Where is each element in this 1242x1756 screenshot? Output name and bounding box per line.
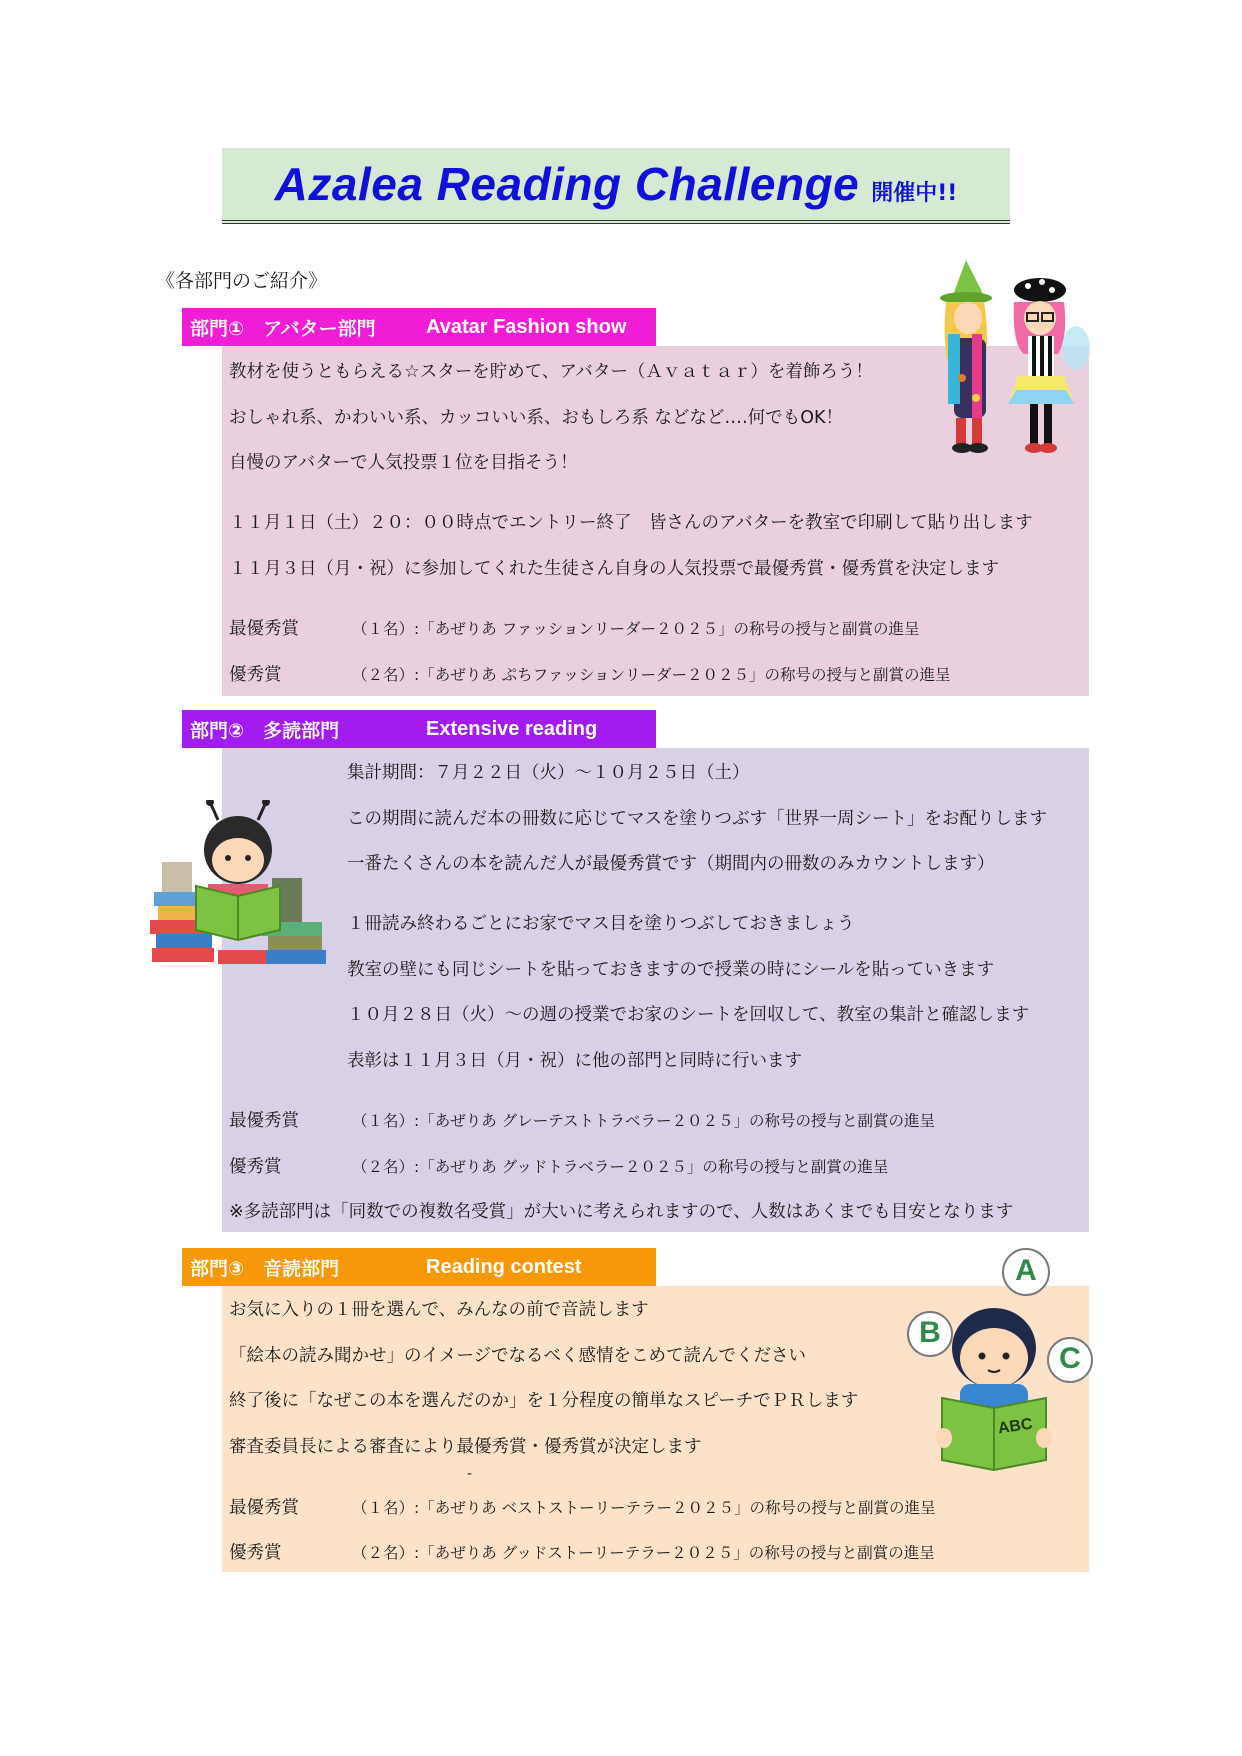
section-2-line: １冊読み終わるごとにお家でマス目を塗りつぶしておきましょう	[347, 914, 855, 934]
award-name: 最優秀賞	[229, 1111, 299, 1131]
award-name: 優秀賞	[229, 665, 282, 685]
award-desc: （１名）:「あぜりあ グレーテストトラベラー２０２５」の称号の授与と副賞の進呈	[352, 1112, 936, 1130]
award-desc: （２名）:「あぜりあ ぷちファッションリーダー２０２５」の称号の授与と副賞の進呈	[352, 666, 951, 684]
section-3-line: お気に入りの１冊を選んで、みんなの前で音読します	[229, 1300, 649, 1320]
section-2-title-jp: 部門② 多読部門	[190, 719, 340, 742]
bubble-b: B	[919, 1316, 941, 1349]
section-3-dash: -	[467, 1466, 473, 1482]
award-desc: （１名）:「あぜりあ ベストストーリーテラー２０２５」の称号の授与と副賞の進呈	[352, 1499, 936, 1517]
section-2-title-en: Extensive reading	[426, 717, 598, 740]
title-banner	[222, 148, 1010, 224]
award-name: 最優秀賞	[229, 1498, 299, 1518]
section-1-line: おしゃれ系、かわいい系、カッコいい系、おもしろ系 などなど‥‥何でもOK！	[229, 408, 843, 428]
reading-kid-illustration	[148, 800, 328, 980]
award-name: 優秀賞	[229, 1157, 282, 1177]
section-2-line: 表彰は１１月３日（月・祝）に他の部門と同時に行います	[347, 1051, 802, 1071]
section-2-line: １０月２８日（火）～の週の授業でお家のシートを回収して、教室の集計と確認します	[347, 1005, 1030, 1025]
section-2-line: 一番たくさんの本を読んだ人が最優秀賞です（期間内の冊数のみカウントします）	[347, 854, 995, 874]
award-desc: （１名）:「あぜりあ ファッションリーダー２０２５」の称号の授与と副賞の進呈	[352, 620, 920, 638]
section-1-line: １１月１日（土）２０：００時点でエントリー終了 皆さんのアバターを教室で印刷して貼り出します	[229, 513, 1033, 533]
section-3-line: 審査委員長による審査により最優秀賞・優秀賞が決定します	[229, 1437, 702, 1457]
section-1-title-en: Avatar Fashion show	[426, 315, 627, 338]
section-1-header	[182, 308, 656, 346]
reading-boy-illustration	[902, 1248, 1102, 1472]
section-3-title-en: Reading contest	[426, 1255, 582, 1278]
section-3-title-jp: 部門③ 音読部門	[190, 1257, 340, 1280]
award-desc: （２名）:「あぜりあ グッドストーリーテラー２０２５」の称号の授与と副賞の進呈	[352, 1544, 935, 1562]
section-intro: 《各部門のご紹介》	[156, 270, 328, 292]
section-2-note: ※多読部門は「同数での複数名受賞」が大いに考えられますので、人数はあくまでも目安となります	[229, 1202, 1014, 1222]
section-2-header	[182, 710, 656, 748]
section-1-line: １１月３日（月・祝）に参加してくれた生徒さん自身の人気投票で最優秀賞・優秀賞を決定します	[229, 559, 999, 579]
section-2-line: 集計期間：７月２２日（火）～１０月２５日（土）	[347, 763, 750, 783]
page-title-sub: 開催中!!	[871, 180, 958, 206]
section-3-header	[182, 1248, 656, 1286]
award-desc: （２名）:「あぜりあ グッドトラベラー２０２５」の称号の授与と副賞の進呈	[352, 1158, 889, 1176]
bubble-a: A	[1015, 1254, 1037, 1287]
section-1-line: 教材を使うともらえる☆スターを貯めて、アバター（Ａｖａｔａｒ）を着飾ろう！	[229, 362, 873, 382]
page-title: Azalea Reading Challenge	[274, 158, 860, 210]
section-2-line: この期間に読んだ本の冊数に応じてマスを塗りつぶす「世界一周シート」をお配りします	[347, 809, 1047, 829]
section-3-line: 「絵本の読み聞かせ」のイメージでなるべく感情をこめて読んでください	[229, 1346, 806, 1366]
bubble-c: C	[1059, 1342, 1081, 1375]
award-name: 最優秀賞	[229, 619, 299, 639]
section-2-line: 教室の壁にも同じシートを貼っておきますので授業の時にシールを貼っていきます	[347, 960, 995, 980]
book-cover-text: ABC	[996, 1415, 1034, 1438]
section-1-title-jp: 部門① アバター部門	[190, 317, 376, 340]
section-3-line: 終了後に「なぜこの本を選んだのか」を１分程度の簡単なスピーチでＰＲします	[229, 1391, 859, 1411]
avatar-characters-illustration	[928, 258, 1094, 458]
section-1-line: 自慢のアバターで人気投票１位を目指そう！	[229, 453, 578, 473]
award-name: 優秀賞	[229, 1543, 282, 1563]
